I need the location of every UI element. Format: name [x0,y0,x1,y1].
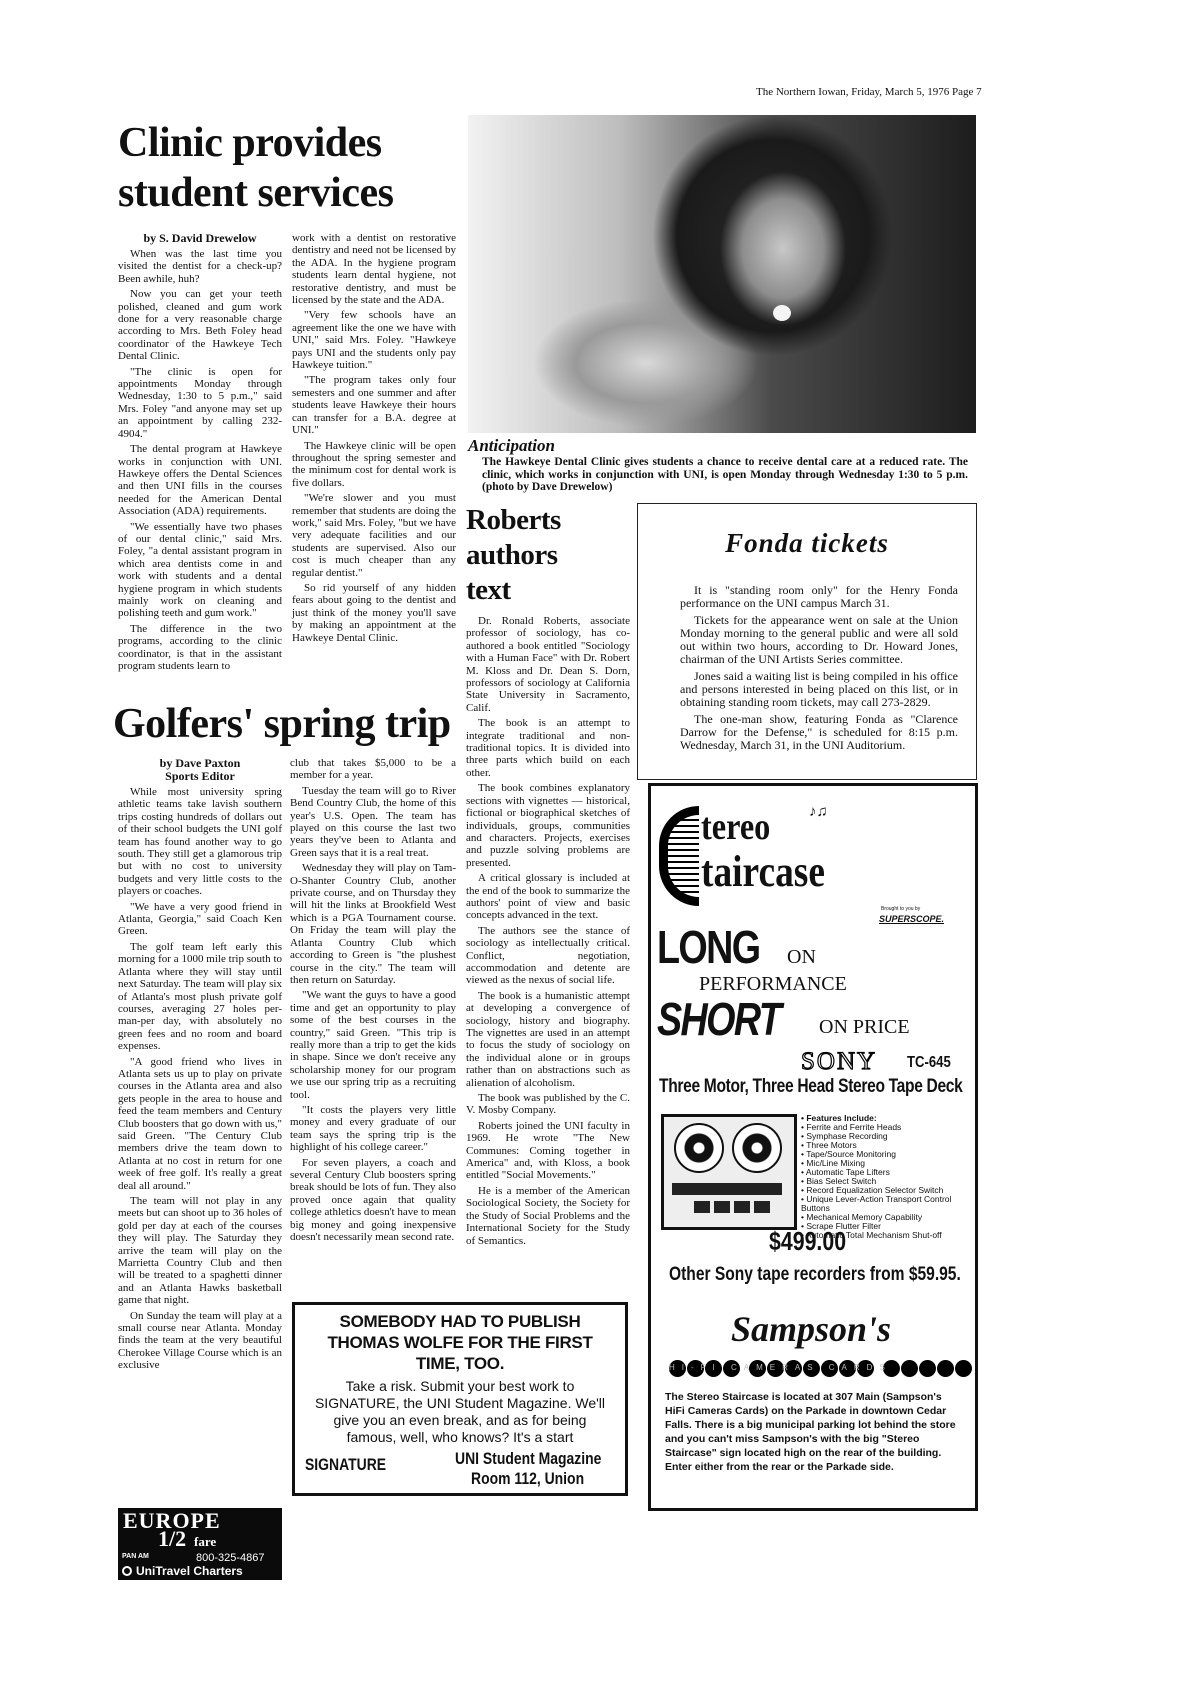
feature-item: • Unique Lever-Action Transport Control Buttons [801,1195,973,1213]
paragraph: Roberts joined the UNI faculty in 1969. He wrote "The New Communes: Coming together in America" and, with Kloss, a book entitled "Social Movements." [466,1119,630,1182]
price-text: $499.00 [769,1226,847,1256]
paragraph: Tuesday the team will go to River Bend Country Club, the home of this year's U.S. Open. The team has played on this course the last two years they've been to Atlanta and Green says that it is a real treat. [290,784,456,859]
sony-logo: SONY [801,1048,878,1075]
paragraph: work with a dentist on restorative dentistry and need not be licensed by the ADA. In the hygiene program students learn dental hygiene, not restorative dentistry, and must be licensed by the state and the ADA. [292,232,456,307]
feature-item: • Scrape Flutter Filter [801,1222,973,1231]
golf-column-2 [290,757,456,1246]
paragraph: It is "standing room only" for the Henry Fonda performance on the UNI campus March 31. [680,583,958,610]
roberts-headline-line1: Roberts [466,504,561,536]
roberts-headline [466,503,561,608]
stereo-staircase-ad [648,783,978,1511]
tape-deck-image [661,1114,797,1230]
feature-item: • Automatic Total Mechanism Shut-off [801,1231,973,1240]
reel-left-icon [674,1123,724,1173]
paragraph: When was the last time you visited the dentist for a check-up? Been awhile, huh? [118,248,282,285]
deck-controls [672,1183,782,1195]
paragraph: The book was published by the C. V. Mosby Company. [466,1092,630,1117]
paragraph: The authors see the stance of sociology as intellectually critical. Conflict, negotiation, accommodation and detente are viewed as the nexus of social life. [466,924,630,987]
features-title: • Features Include: [801,1114,973,1123]
other-recorders-text: Other Sony tape recorders from $59.95. [669,1264,961,1285]
signature-ad-headline: SOMEBODY HAD TO PUBLISH THOMAS WOLFE FOR THE FIRST TIME, TOO. [327,1312,593,1373]
feature-item: • Symphase Recording [801,1132,973,1141]
signature-ad-org: UNI Student Magazine [455,1449,602,1468]
dental-clinic-photo [468,115,976,433]
photo-caption-text: The Hawkeye Dental Clinic gives students a chance to receive dental care at a reduced rate. The clinic, which works in conjunction with UNI, is open Monday through Wednesday 1:30 to 5 p.m. (photo by Dave Drewelow) [482,456,968,493]
sampsons-logo: Sampson's [731,1309,892,1349]
store-location-text: The Stereo Staircase is located at 307 Main (Sampson's HiFi Cameras Cards) on the Parkade in downtown Cedar Falls. There is a big municipal parking lot behind the store and you can't miss Sampson's with the big "Stereo Staircase" sign located high on the rear of the building. Enter either from the rear or the Parkade side. [665,1391,956,1473]
paragraph: While most university spring athletic teams take lavish southern trips costing hundreds of dollars out of their school budgets the UNI golf team has found another way to go south. They still get a glamorous trip but with no cost to university budgets and very little costs to the players or coaches. [118,786,282,898]
europe-title: EUROPE [123,1508,221,1533]
paragraph: Now you can get your teeth polished, cleaned and gum work done for a very reasonable charge according to Mrs. Beth Foley head coordinator of the Hawkeye Tech Dental Clinic. [118,288,282,363]
clinic-headline [118,118,393,218]
feature-item: • Mic/Line Mixing [801,1159,973,1168]
paragraph: "Very few schools have an agreement like the one we have with UNI," said Mrs. Foley. "Hawkeye pays UNI and the students only pay Hawkeye tuition." [292,309,456,372]
paragraph: "We're slower and you must remember that students are doing the work," said Mrs. Foley, "but we have very adequate facilities and our students are supervised. Also our cost is much cheaper than any regular dentist." [292,492,456,579]
feature-item: • Automatic Tape Lifters [801,1168,973,1177]
signature-ad-room: Room 112, Union [471,1469,585,1488]
clinic-column-2 [292,232,456,647]
paragraph: On Sunday the team will play at a small course near Atlanta. Monday finds the team at the very beautiful Cherokee Village Course which is an exclusive [118,1309,282,1372]
clinic-headline-line2: student services [118,170,394,216]
roberts-headline-line2: authors [466,539,558,571]
paragraph: Dr. Ronald Roberts, associate professor of sociology, has co-authored a book entitled "Sociology with a Human Face" with Dr. Robert M. Kloss and Dr. Dean S. Dorn, professors of sociology at California State University in Sacramento, Calif. [466,615,630,714]
paragraph: "We have a very good friend in Atlanta, Georgia," said Coach Ken Green. [118,900,282,938]
clinic-byline: by S. David Drewelow [143,231,257,245]
golf-column-1 [118,757,282,1375]
paragraph: "The program takes only four semesters and one summer and after students leave Hawkeye their hours can transfer for a B.A. degree at UNI." [292,374,456,437]
feature-item: • Three Motors [801,1141,973,1150]
paragraph: A critical glossary is included at the end of the book to summarize the authors' point of view and basic concepts advanced in the text. [466,872,630,922]
paragraph: Jones said a waiting list is being compiled in his office and persons interested in being placed on this list, or in obtaining standing room tickets, may call 273-2829. [680,669,958,709]
superscope-logo: SUPERSCOPE. [879,914,945,924]
paragraph: The book is a humanistic attempt at developing a convergence of sociology, history and biography. The vignettes are used in an attempt to focus the study of sociology on the individual alone or in groups rather than on abstractions such as alienation of alcoholism. [466,989,630,1089]
signature-ad-name: SIGNATURE [305,1455,387,1474]
clinic-column-1 [118,232,282,675]
on-text: ON [787,946,816,968]
paragraph: "It costs the players very little money and every graduate of our team says the spring trip is the highlight of his college career." [290,1103,456,1154]
golf-byline-title: Sports Editor [165,769,235,783]
paragraph: The book is an attempt to integrate traditional and non-traditional topics. It is divided into three parts which build on each other. [466,717,630,779]
paragraph: "A good friend who lives in Atlanta sets us up to play on private courses in the Atlanta area and also gets people in the area to house and feed the team members and Century Club boosters that go down with us," said Green. "The Century Club members drive the team down to Atlanta at no cost in return for one week of free golf. It's really a great deal all around." [118,1055,282,1192]
paragraph: Wednesday they will play on Tam-O-Shanter Country Club, another private course, and on Thursday they will hit the links at Brookfield West which is a PGA Tournament course. On Friday the team will play the Atlanta Country Club which according to Green is "the plushest course in the city." The team will then return on Saturday. [290,862,456,986]
long-text: LONG [657,921,760,973]
features-list [801,1114,973,1240]
paragraph: The book combines explanatory sections with vignettes — historical, fictional or biographical sketches of individuals, groups, communities and characters. Projects, exercises and puzzle solving problems are presented. [466,782,630,869]
unitravel-logo-icon [122,1566,132,1576]
photo-caption-title: Anticipation [468,436,555,455]
paragraph: The golf team left early this morning for a 1000 mile trip south to Atlanta where they will stay until next Saturday. The team will play six of Atlanta's most plush private golf courses, averaging 27 holes per-man-per day, with absolutely no green fees and no room and board expenses. [118,940,282,1053]
brought-by-text: Brought to you by [881,906,921,912]
staircase-logo-text: taircase [701,847,825,896]
company-name: UniTravel Charters [136,1564,243,1578]
store-tagline [669,1360,973,1382]
paragraph: "We essentially have two phases of our dental clinic," said Mrs. Foley, "a dental assistant program in which area dentists come in and work with students and a dental hygiene program in which students mainly work on cleaning and polishing teeth and gum work." [118,520,282,620]
paragraph: For seven players, a coach and several Century Club boosters spring break should be lots of fun. They also proved once again that quality college athletics doesn't have to mean big money and going inexpensive doesn't necessarily mean second rate. [290,1156,457,1244]
paragraph: So rid yourself of any hidden fears about going to the dentist and just think of the money you'll save by making an appointment at the Hawkeye Dental Clinic. [292,581,456,644]
feature-item: • Bias Select Switch [801,1177,973,1186]
photo-mouth-detail [773,305,791,321]
fonda-article-box [637,503,977,780]
feature-item: • Ferrite and Ferrite Heads [801,1123,973,1132]
stereo-logo-text: tereo [701,806,771,848]
signature-ad [292,1302,628,1496]
roberts-headline-line3: text [466,574,511,606]
europe-travel-ad [118,1508,282,1580]
deck-meters [694,1201,774,1213]
clinic-headline-line1: Clinic provides [118,120,382,166]
on-price-text: ON PRICE [819,1016,910,1038]
paragraph: club that takes $5,000 to be a member for a year. [290,757,456,782]
paragraph: "The clinic is open for appointments Monday through Wednesday, 1:30 to 5 p.m.," said Mrs. Foley "and anyone may set up an appointment by calling 232-4904." [118,365,282,440]
signature-ad-body: Take a risk. Submit your best work to SIGNATURE, the UNI Student Magazine. We'll give you an even break, and as for being famous, well, who knows? It's a start [314,1378,606,1445]
paragraph: The dental program at Hawkeye works in conjunction with UNI. Hawkeye offers the Dental Sciences and then UNI fills in the courses needed for the American Dental Association (ADA) requirements. [118,443,282,518]
staircase-s-logo-icon [659,806,699,906]
paragraph: "We want the guys to have a good time and get an opportunity to play some of the best courses in the country," said Green. "This trip is really more than a trip to get the kids in shape. Since we don't receive any scholarship money for our program we use our spring trip as a recruiting tool. [290,989,456,1101]
page-folio: The Northern Iowan, Friday, March 5, 1976 Page 7 [756,86,982,98]
golf-headline: Golfers' spring trip [113,701,451,747]
store-tagline-text: HI-FI CAMERAS CARDS [669,1363,892,1372]
fare-text: fare [194,1534,217,1549]
fonda-headline: Fonda tickets [725,528,889,558]
feature-item: • Tape/Source Monitoring [801,1150,973,1159]
short-text: SHORT [657,993,781,1045]
phone-number: 800-325-4867 [196,1552,265,1564]
paragraph: Tickets for the appearance went on sale at the Union Monday morning to the general public and were all sold out within two hours, according to Dr. Howard Jones, chairman of the UNI Artists Series committee. [680,613,958,666]
music-notes-icon: ♪♫ [809,804,828,820]
feature-item: • Record Equalization Selector Switch [801,1186,973,1195]
performance-text: PERFORMANCE [699,973,847,995]
paragraph: He is a member of the American Sociological Society, the Society for the Study of Social Problems and the International Society for the Study of Semantics. [466,1184,630,1247]
reel-right-icon [732,1123,782,1173]
roberts-column [466,615,630,1250]
product-title: Three Motor, Three Head Stereo Tape Deck [659,1076,963,1097]
photo-caption [468,436,968,494]
half-fare-fraction: 1/2 [158,1526,187,1551]
paragraph: The team will not play in any meets but can shoot up to 36 holes of gold per day at each of the courses they will play. The Saturday they arrive the team will play on the Marrietta Country Club and then will be treated to a spaghetti dinner and an Atlanta Hawks basketball game that night. [118,1195,282,1307]
paragraph: The Hawkeye clinic will be open throughout the spring semester and the minimum cost for dental work is five dollars. [292,439,456,489]
model-text: TC-645 [907,1054,951,1071]
paragraph: The one-man show, featuring Fonda as "Clarence Darrow for the Defense," is scheduled for 8:15 p.m. Wednesday, March 31, in the UNI Auditorium. [680,712,958,752]
feature-item: • Mechanical Memory Capability [801,1213,973,1222]
golf-byline: by Dave Paxton [159,756,241,770]
paragraph: The difference in the two programs, according to the clinic coordinator, is that in the assistant program students learn to [118,622,282,672]
airline-text: PAN AM [122,1553,149,1560]
